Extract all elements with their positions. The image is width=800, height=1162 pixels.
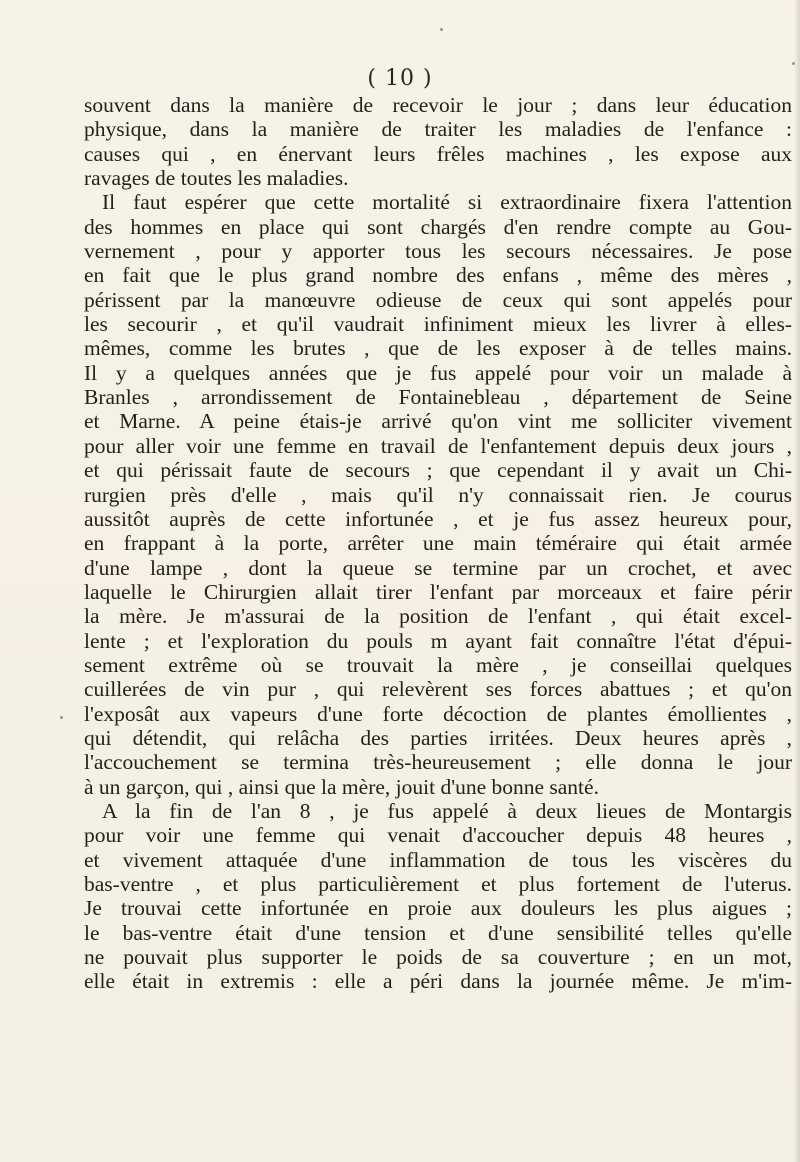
text-line: pour aller voir une femme en travail de l'enfantement depuis deux jours ,: [84, 433, 792, 458]
text-line: sement extrême où se trouvait la mère , je conseillai quelques: [84, 652, 792, 677]
text-line: aussitôt auprès de cette infortunée , et je fus assez heureux pour,: [84, 506, 792, 531]
text-line: périssent par la manœuvre odieuse de ceux qui sont appelés pour: [84, 287, 792, 312]
text-line: des hommes en place qui sont chargés d'en rendre compte au Gou-: [84, 214, 792, 239]
text-line: l'exposât aux vapeurs d'une forte décoction de plantes émollientes ,: [84, 701, 792, 726]
text-line: d'une lampe , dont la queue se termine par un crochet, et avec: [84, 555, 792, 580]
text-line: souvent dans la manière de recevoir le jour ; dans leur éducation: [84, 93, 792, 117]
text-line: l'accouchement se termina très-heureusement ; elle donna le jour: [84, 750, 792, 775]
text-line: la mère. Je m'assurai de la position de l'enfant , qui était excel-: [84, 604, 792, 629]
text-line: lente ; et l'exploration du pouls m ayant fait connaître l'état d'épui-: [84, 628, 792, 653]
text-line: pour voir une femme qui venait d'accoucher depuis 48 heures ,: [84, 823, 792, 848]
text-line: mêmes, comme les brutes , que de les exposer à de telles mains.: [84, 336, 792, 361]
paper-speck: [440, 28, 443, 31]
page-number: ( 10 ): [367, 66, 433, 91]
text-line: Il faut espérer que cette mortalité si extraordinaire fixera l'attention: [102, 190, 792, 215]
text-line: rurgien près d'elle , mais qu'il n'y connaissait rien. Je courus: [84, 482, 792, 507]
text-line: Il y a quelques années que je fus appelé pour voir un malade à: [84, 360, 792, 385]
text-line: les secourir , et qu'il vaudrait infiniment mieux les livrer à elles-: [84, 312, 792, 337]
text-line: physique, dans la manière de traiter les maladies de l'enfance :: [84, 117, 792, 142]
text-line: ravages de toutes les maladies.: [84, 166, 349, 191]
paper-speck: [60, 716, 63, 719]
text-line: en frappant à la porte, arrêter une main téméraire qui était armée: [84, 531, 792, 556]
page-edge-shadow: [794, 0, 800, 1162]
text-line: cuillerées de vin pur , qui relevèrent ses forces abattues ; et qu'on: [84, 677, 792, 702]
text-line: et Marne. A peine étais-je arrivé qu'on vint me solliciter vivement: [84, 409, 792, 434]
text-line: elle était in extremis : elle a péri dans la journée même. Je m'im-: [84, 969, 792, 994]
text-line: bas-ventre , et plus particulièrement et plus fortement de l'uterus.: [84, 872, 792, 896]
text-line: vernement , pour y apporter tous les secours nécessaires. Je pose: [84, 239, 792, 264]
text-line: qui détendit, qui relâcha des parties irritées. Deux heures après ,: [84, 725, 792, 750]
text-line: le bas-ventre était d'une tension et d'une sensibilité telles qu'elle: [84, 920, 792, 945]
paper-speck: [792, 62, 795, 65]
text-line: et vivement attaquée d'une inflammation de tous les viscères du: [84, 847, 792, 872]
text-line: A la fin de l'an 8 , je fus appelé à deux lieues de Montargis: [102, 798, 792, 823]
text-line: en fait que le plus grand nombre des enfans , même des mères ,: [84, 263, 792, 288]
text-line: causes qui , en énervant leurs frêles machines , les expose aux: [84, 141, 792, 166]
text-line: ne pouvait plus supporter le poids de sa couverture ; en un mot,: [84, 945, 792, 970]
text-line: à un garçon, qui , ainsi que la mère, jouit d'une bonne santé.: [84, 774, 599, 799]
body-text: [84, 93, 792, 994]
text-line: laquelle le Chirurgien allait tirer l'enfant par morceaux et faire périr: [84, 579, 792, 604]
text-line: Je trouvai cette infortunée en proie aux douleurs les plus aigues ;: [84, 896, 792, 921]
text-line: Branles , arrondissement de Fontainebleau , département de Seine: [84, 385, 792, 410]
text-line: et qui périssait faute de secours ; que cependant il y avait un Chi-: [84, 458, 792, 483]
